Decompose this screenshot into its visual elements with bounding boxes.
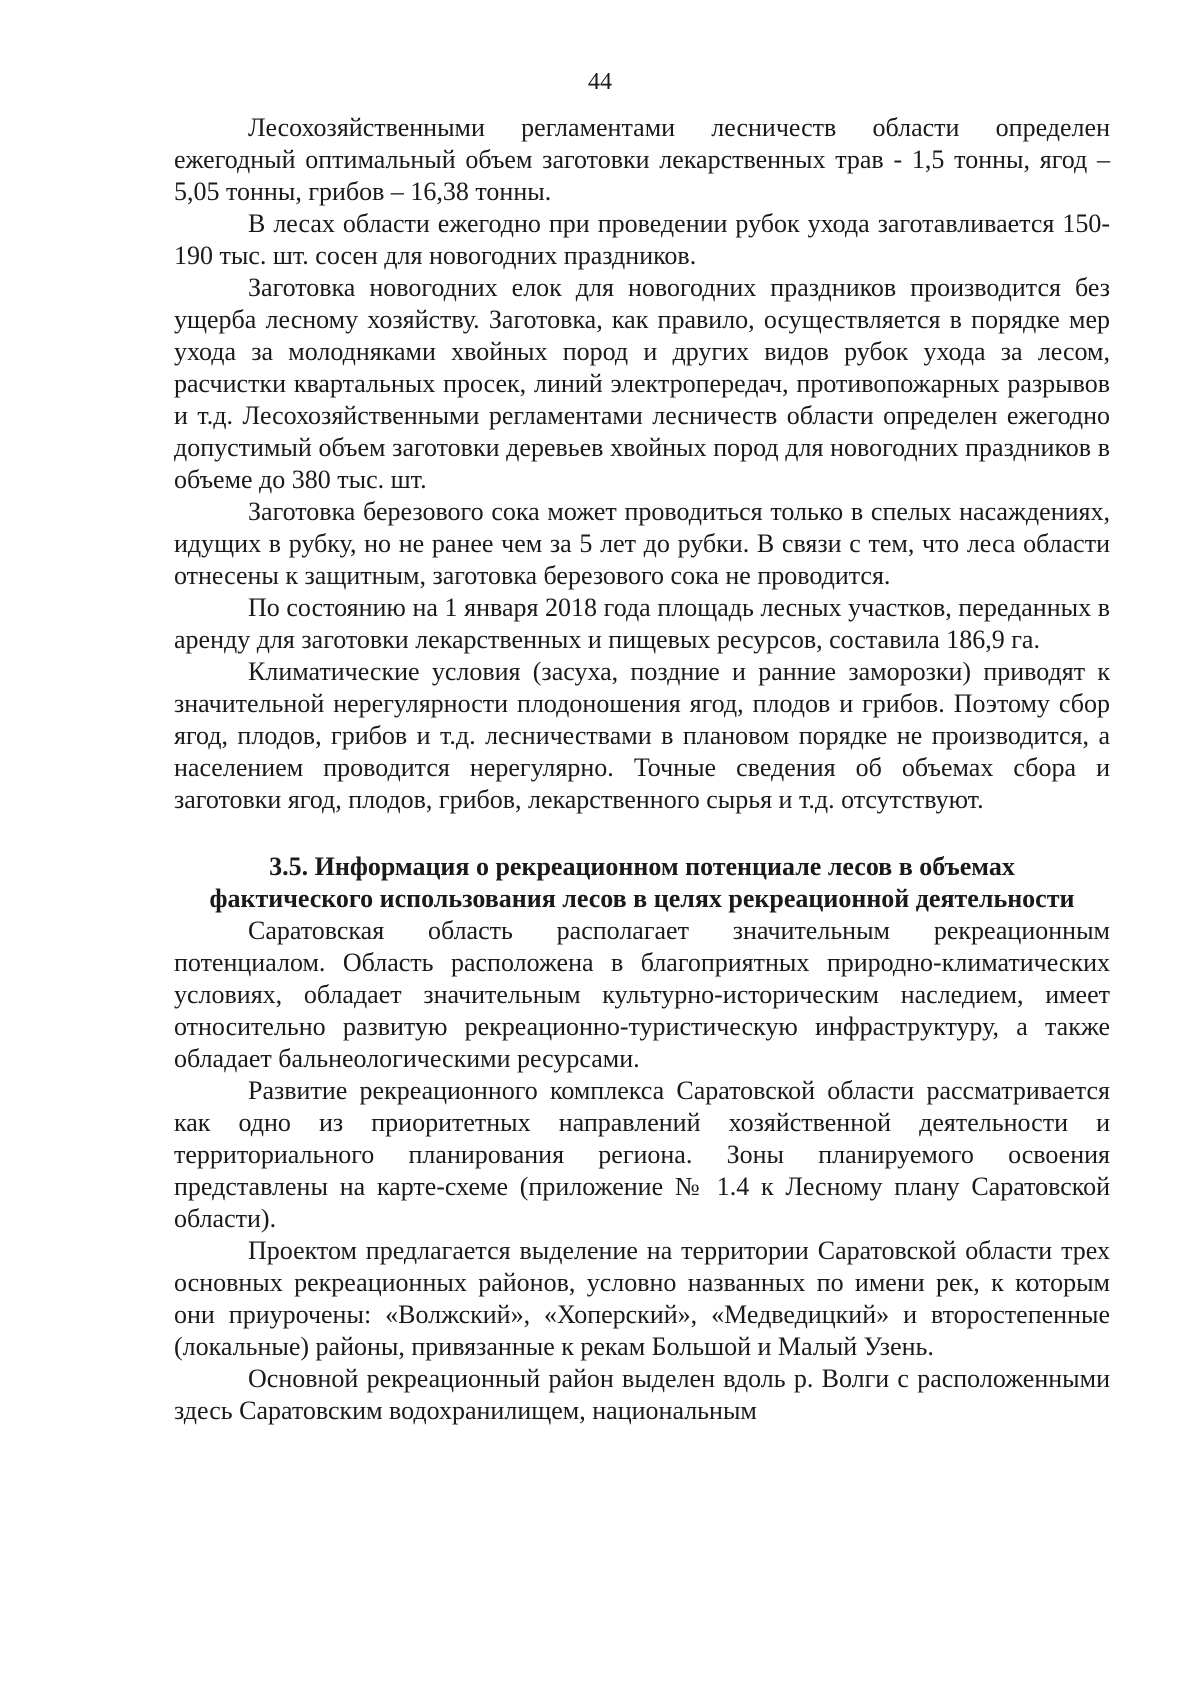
section-heading-line-1: 3.5. Информация о рекреационном потенциале лесов в объемах (269, 852, 1015, 881)
paragraph-recreational-districts: Проектом предлагается выделение на территории Саратовской области трех основных рекреационных районов, условно названных по имени рек, к которым они приурочены: «Волжский», «Хоперский», «Медведицкий» и второстепенные (локальные) районы, привязанные к рекам Большой и Малый Узень. (174, 1236, 1110, 1361)
paragraph-recreational-potential: Саратовская область располагает значительным рекреационным потенциалом. Область расположена в благоприятных природно-климатических условиях, обладает значительным культурно-историческим наследием, имеет относительно развитую рекреационно-туристическую инфраструктуру, а также обладает бальнеологическими ресурсами. (174, 916, 1110, 1073)
paragraph-new-year-trees: Заготовка новогодних елок для новогодних праздников производится без ущерба лесному хозяйству. Заготовка, как правило, осуществляется в порядке мер ухода за молодняками хвойных пород и других видов рубок ухода за лесом, расчистки квартальных просек, линий электропередач, противопожарных разрывов и т.д. Лесохозяйственными регламентами лесничеств области определен ежегодно допустимый объем заготовки деревьев хвойных пород для новогодних праздников в объеме до 380 тыс. шт. (174, 273, 1110, 494)
paragraph-recreational-complex: Развитие рекреационного комплекса Саратовской области рассматривается как одно из приоритетных направлений хозяйственной деятельности и территориального планирования региона. Зоны планируемого освоения представлены на карте-схеме (приложение № 1.4 к Лесному плану Саратовской области). (174, 1076, 1110, 1233)
page-number: 44 (588, 69, 612, 95)
paragraph-pine-harvest: В лесах области ежегодно при проведении рубок ухода заготавливается 150-190 тыс. шт. сосен для новогодних праздников. (174, 209, 1110, 270)
paragraph-climate-conditions: Климатические условия (засуха, поздние и ранние заморозки) приводят к значительной нерегулярности плодоношения ягод, плодов и грибов. Поэтому сбор ягод, плодов, грибов и т.д. лесничествами в плановом порядке не производится, а населением проводится нерегулярно. Точные сведения об объемах сбора и заготовки ягод, плодов, грибов, лекарственного сырья и т.д. отсутствуют. (174, 657, 1110, 814)
section-heading-line-2: фактического использования лесов в целях рекреационной деятельности (209, 884, 1075, 913)
paragraph-forest-regulations: Лесохозяйственными регламентами лесничеств области определен ежегодный оптимальный объем заготовки лекарственных трав - 1,5 тонны, ягод – 5,05 тонны, грибов – 16,38 тонны. (174, 113, 1110, 206)
paragraph-volga-district: Основной рекреационный район выделен вдоль р. Волги с расположенными здесь Саратовским водохранилищем, национальным (174, 1364, 1110, 1425)
paragraph-birch-sap: Заготовка березового сока может проводиться только в спелых насаждениях, идущих в рубку, но не ранее чем за 5 лет до рубки. В связи с тем, что леса области отнесены к защитным, заготовка березового сока не проводится. (174, 497, 1110, 590)
section-heading-3-5 (174, 851, 1110, 915)
document-body (174, 112, 1110, 1427)
paragraph-leased-area: По состоянию на 1 января 2018 года площадь лесных участков, переданных в аренду для заготовки лекарственных и пищевых ресурсов, составила 186,9 га. (174, 593, 1110, 654)
